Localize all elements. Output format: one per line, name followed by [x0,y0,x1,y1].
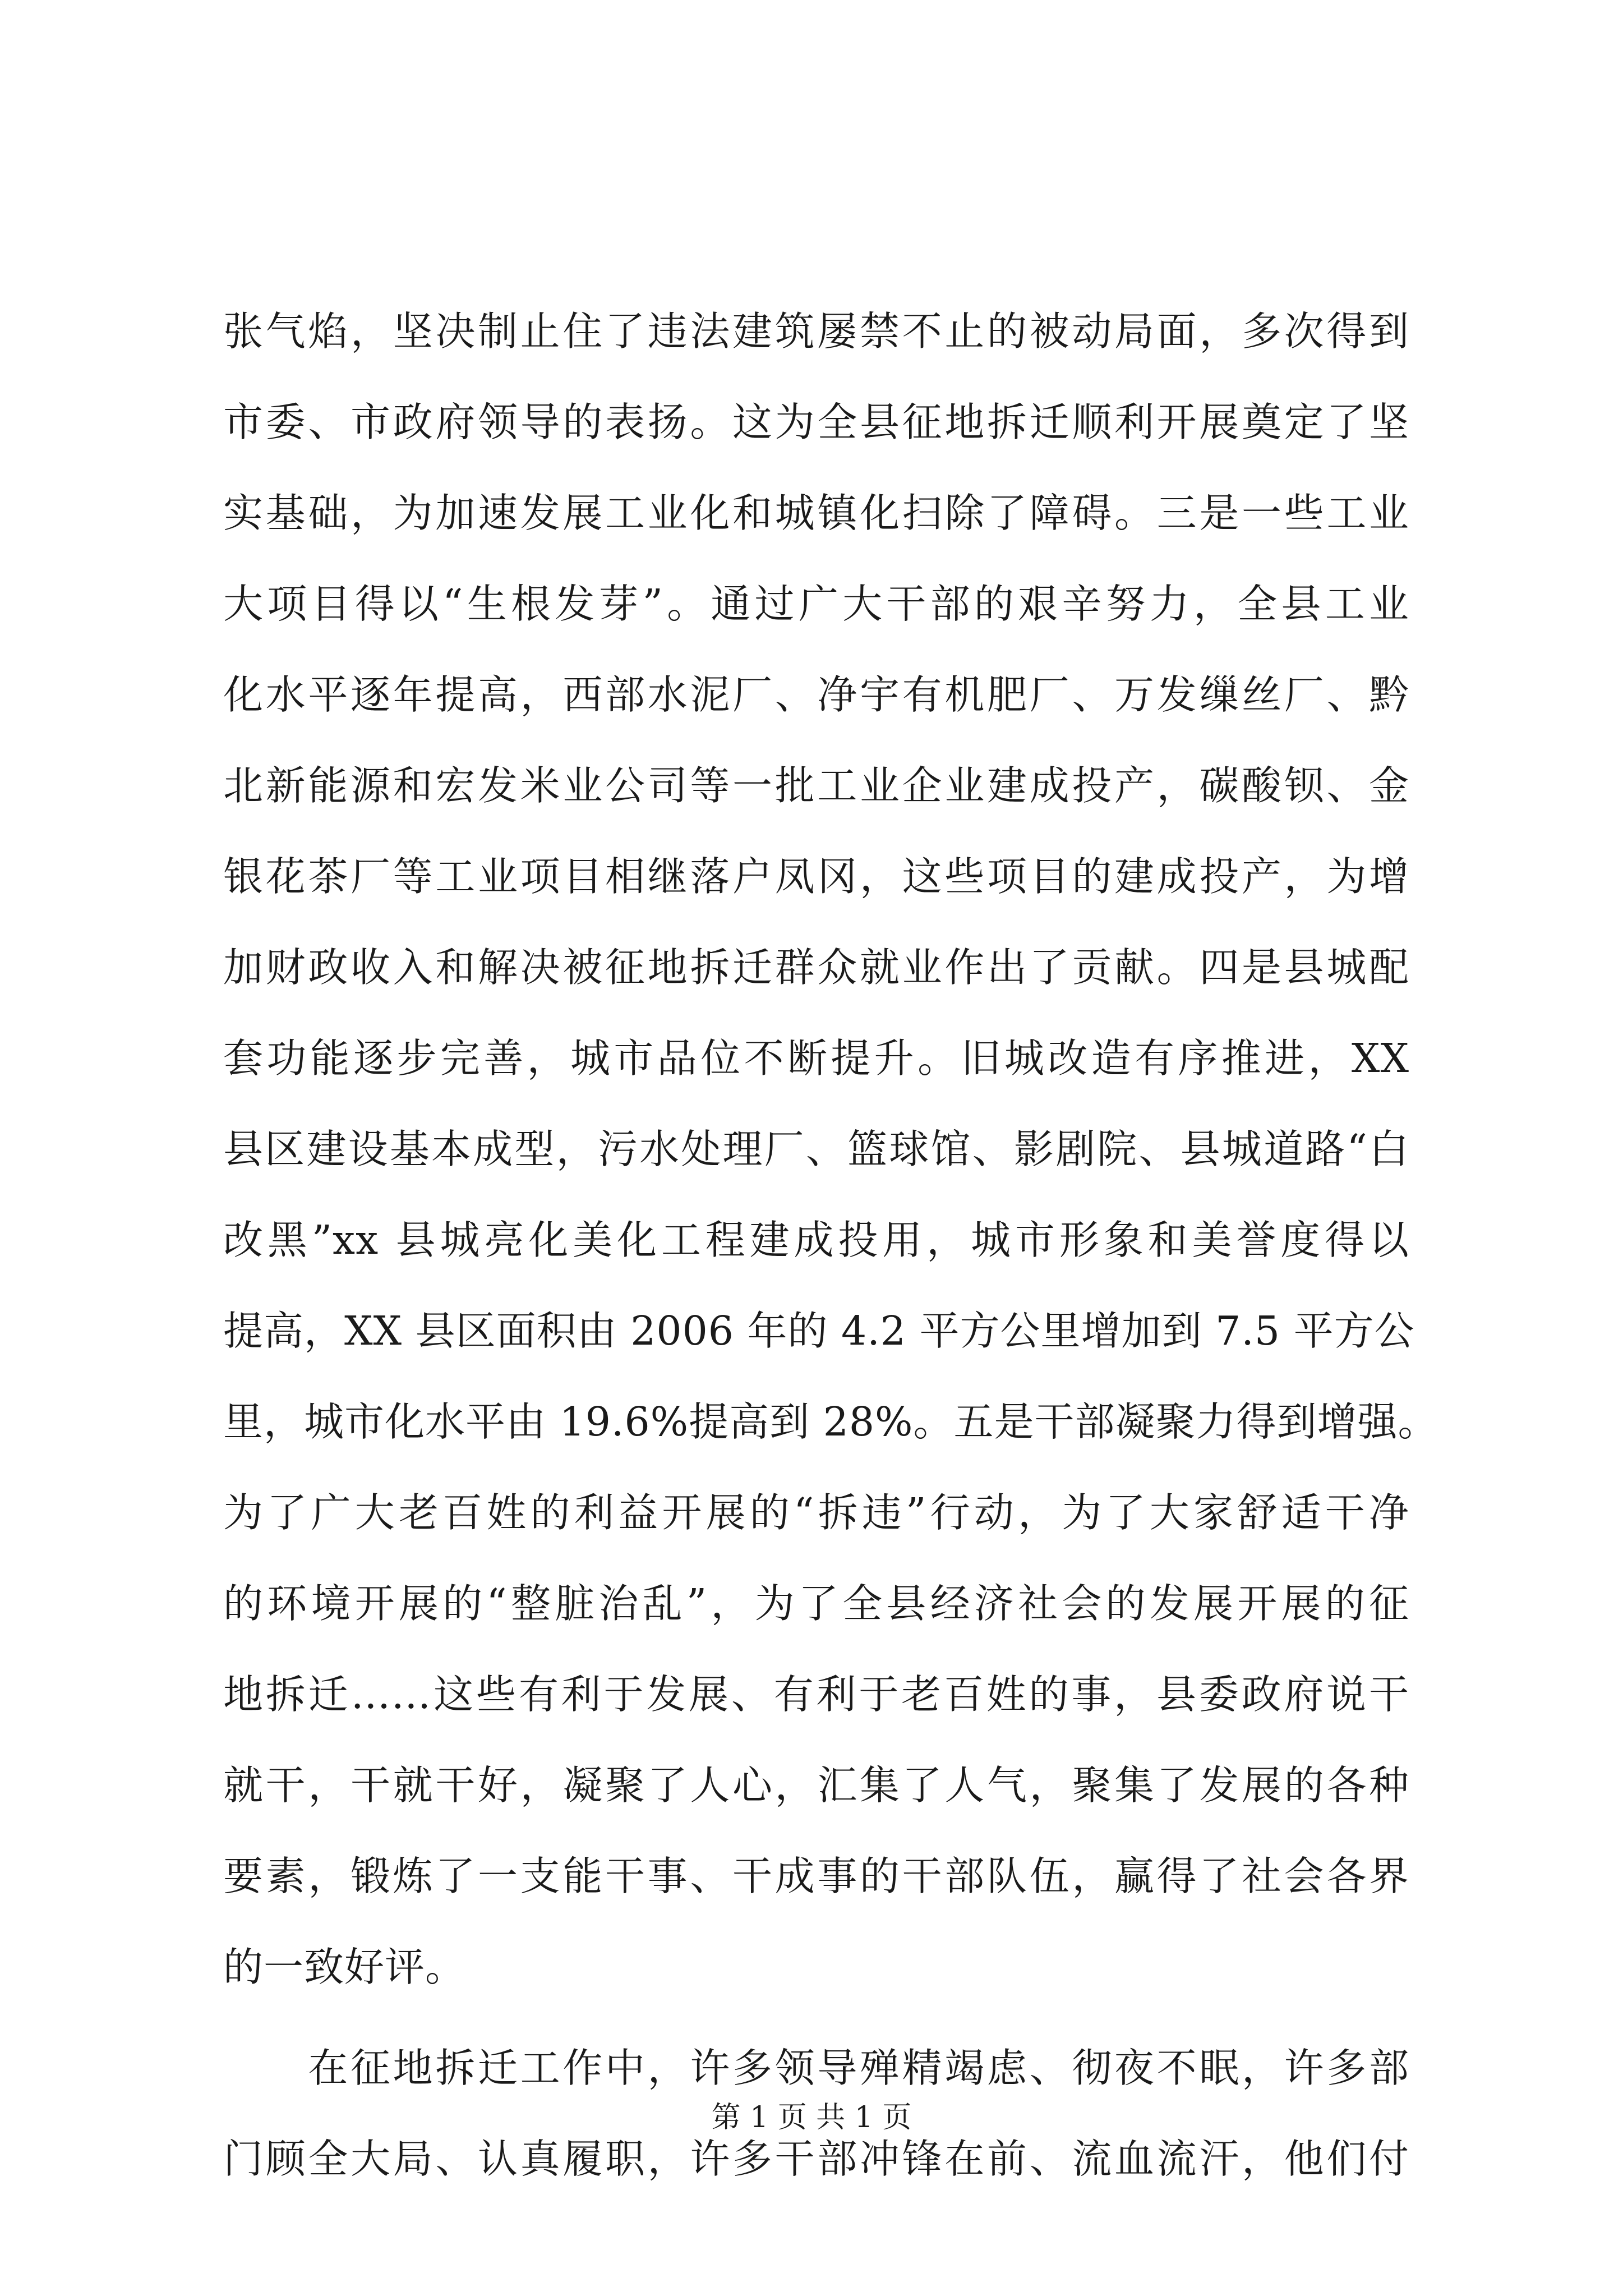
text-line: 化水平逐年提高，西部水泥厂、净宇有机肥厂、万发缫丝厂、黔 [223,671,1409,718]
text-line: 提高，XX 县区面积由 2006 年的 4.2 平方公里增加到 7.5 平方公 [223,1308,1415,1354]
text-line: 市委、市政府领导的表扬。这为全县征地拆迁顺利开展奠定了坚 [223,399,1409,445]
page-number-label: 第 1 页 共 1 页 [711,2101,912,2134]
text-line: 加财政收入和解决被征地拆迁群众就业作出了贡献。四是县城配 [223,944,1409,991]
text-line: 在征地拆迁工作中，许多领导殚精竭虑、彻夜不眠，许多部 [223,2045,1409,2091]
text-line: 大项目得以“生根发芽”。通过广大干部的艰辛努力，全县工业 [223,581,1409,627]
text-line: 要素，锻炼了一支能干事、干成事的干部队伍，赢得了社会各界 [223,1853,1409,1899]
text-line: 门顾全大局、认真履职，许多干部冲锋在前、流血流汗，他们付 [223,2136,1409,2182]
text-line: 张气焰，坚决制止住了违法建筑屡禁不止的被动局面，多次得到 [223,308,1409,355]
text-line: 里，城市化水平由 19.6%提高到 28%。五是干部凝聚力得到增强。 [223,1398,1438,1445]
text-line: 实基础，为加速发展工业化和城镇化扫除了障碍。三是一些工业 [223,490,1409,536]
text-line: 就干，干就干好，凝聚了人心，汇集了人气，聚集了发展的各种 [223,1762,1409,1809]
body-text [223,286,1438,2205]
text-line: 套功能逐步完善，城市品位不断提升。旧城改造有序推进，XX [223,1035,1409,1082]
page-footer [0,2098,1623,2137]
text-line: 的环境开展的“整脏治乱”，为了全县经济社会的发展开展的征 [223,1580,1409,1627]
text-line: 北新能源和宏发米业公司等一批工业企业建成投产，碳酸钡、金 [223,762,1409,809]
text-line: 县区建设基本成型，污水处理厂、篮球馆、影剧院、县城道路“白 [223,1126,1409,1172]
text-line: 的一致好评。 [223,1944,466,1990]
text-line: 地拆迁……这些有利于发展、有利于老百姓的事，县委政府说干 [223,1671,1409,1718]
text-line: 银花茶厂等工业项目相继落户凤冈，这些项目的建成投产，为增 [223,853,1409,900]
text-line: 为了广大老百姓的利益开展的“拆违”行动，为了大家舒适干净 [223,1489,1409,1536]
text-line: 改黑”xx 县城亮化美化工程建成投用，城市形象和美誉度得以 [223,1217,1409,1263]
paragraph-gap [223,2013,1409,2023]
